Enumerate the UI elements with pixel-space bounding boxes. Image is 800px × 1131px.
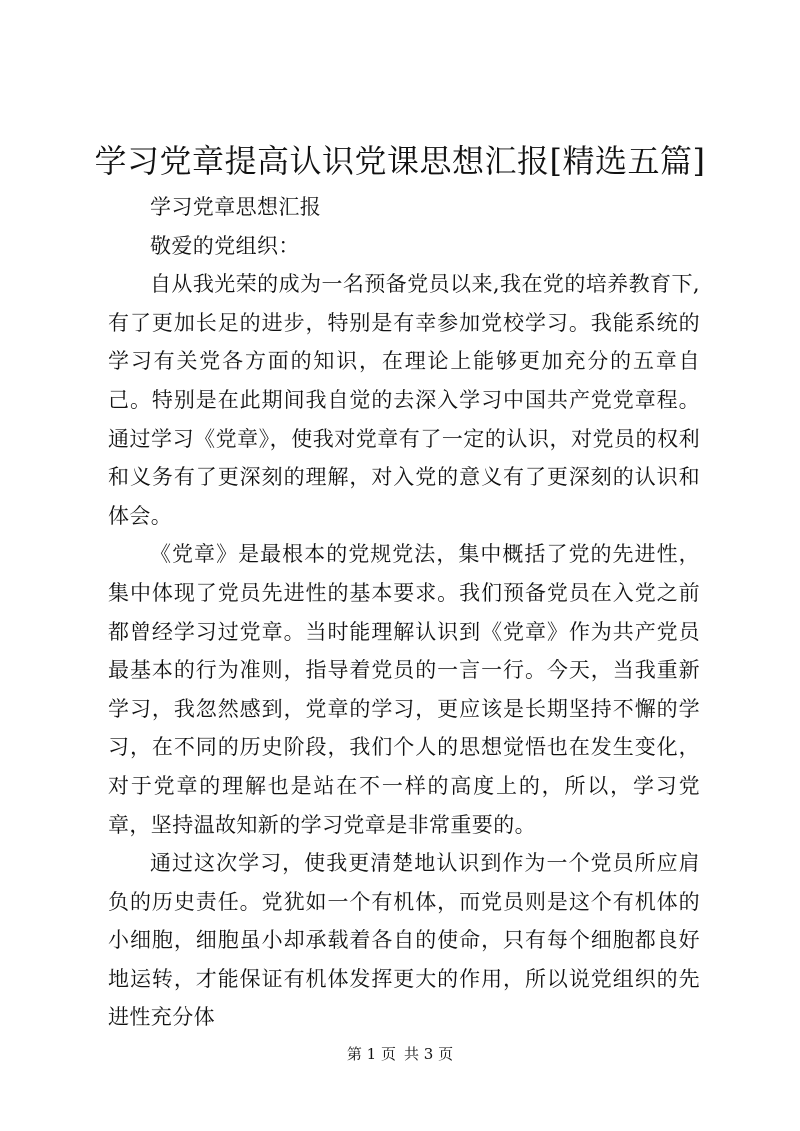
paragraph-salutation: 敬爱的党组织： [150,233,300,258]
page-footer [0,1043,800,1065]
paragraph-1: 自从我光荣的成为一名预备党员以来,我在党的培养教育下,有了更加长足的进步，特别是有幸参加党校学习。我能系统的学习有关党各方面的知识，在理论上能够更加充分的五章自己。特别是在此期间我自觉的去深入学习中国共产党党章程。通过学习《党章》，使我对党章有了一定的认识，对党员的权利和义务有了更深刻的理解，对入党的意义有了更深刻的认识和体会。 [108,272,700,528]
paragraph-3: 通过这次学习，使我更清楚地认识到作为一个党员所应肩负的历史责任。党犹如一个有机体，而党员则是这个有机体的小细胞，细胞虽小却承载着各自的使命，只有每个细胞都良好地运转，才能保证有机体发挥更大的作用，所以说党组织的先进性充分体 [108,851,700,1030]
paragraph-2: 《党章》是最根本的党规党法，集中概括了党的先进性，集中体现了党员先进性的基本要求。我们预备党员在入党之前都曾经学习过党章。当时能理解认识到《党章》作为共产党员最基本的行为准则，指导着党员的一言一行。今天，当我重新学习，我忽然感到，党章的学习，更应该是长期坚持不懈的学习，在不同的历史阶段，我们个人的思想觉悟也在发生变化，对于党章的理解也是站在不一样的高度上的，所以，学习党章，坚持温故知新的学习党章是非常重要的。 [108,542,700,837]
document-title: 学习党章提高认识党课思想汇报[精选五篇] [94,142,706,180]
paragraph-subtitle: 学习党章思想汇报 [150,195,322,219]
document-body [108,188,700,1037]
page-number: 第 1 页 [346,1045,396,1063]
page-total: 共 3 页 [404,1045,454,1063]
